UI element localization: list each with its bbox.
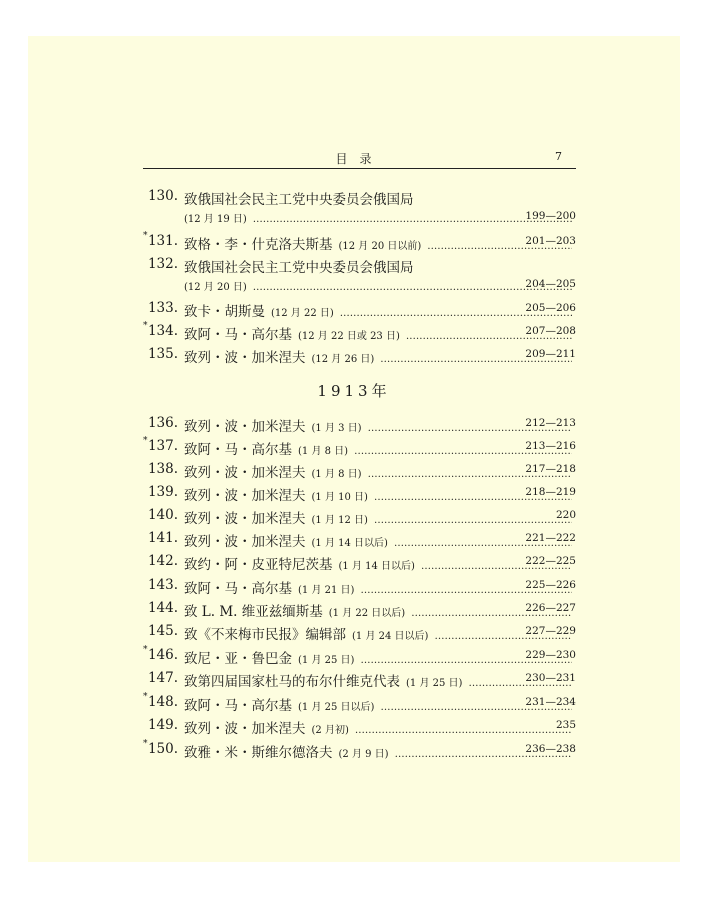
entry-date: (2 月初)	[311, 725, 349, 736]
toc-entry[interactable]	[0, 575, 708, 595]
entry-title: 致阿・马・高尔基	[184, 327, 292, 343]
entry-date: (1 月 25 日)	[406, 678, 463, 689]
entry-title: 致列・波・加米涅夫	[184, 419, 306, 435]
entry-title: 致列・波・加米涅夫	[184, 465, 306, 481]
entry-title: 致尼・亚・鲁巴金	[184, 651, 292, 667]
entry-pages: 226—227	[525, 602, 576, 614]
entry-star: *	[143, 692, 148, 702]
entry-pages: 218—219	[525, 486, 576, 498]
entry-date: (1 月 25 日以后)	[298, 702, 375, 713]
entry-title: 致 L. M. 维亚兹缅斯基	[184, 604, 323, 620]
entry-pages: 199—200	[525, 210, 576, 222]
entry-pages: 201—203	[525, 235, 576, 247]
entry-title: 致第四届国家杜马的布尔什维克代表	[184, 674, 400, 690]
toc-entry[interactable]	[0, 551, 708, 571]
entry-star: *	[143, 436, 148, 446]
entry-date: (1 月 14 日以后)	[311, 538, 388, 549]
entry-number: 146.	[147, 647, 178, 663]
entry-title: 致列・波・加米涅夫	[184, 488, 306, 504]
toc-entry[interactable]	[0, 254, 708, 274]
toc-entry[interactable]	[0, 459, 708, 479]
toc-entry[interactable]	[0, 436, 708, 456]
entry-title: 致俄国社会民主工党中央委员会俄国局	[184, 192, 414, 208]
entry-pages: 225—226	[525, 579, 576, 591]
entry-title: 致阿・马・高尔基	[184, 581, 292, 597]
toc-entry[interactable]	[0, 344, 708, 364]
entry-date: (1 月 21 日)	[298, 585, 355, 596]
entry-title: 致格・李・什克洛夫斯基	[184, 237, 333, 253]
toc-entry[interactable]	[0, 528, 708, 548]
entry-title: 致列・波・加米涅夫	[184, 534, 306, 550]
entry-number: 139.	[147, 484, 178, 500]
toc-entry[interactable]	[0, 413, 708, 433]
entry-date: (12 月 20 日)	[184, 282, 247, 293]
toc-entry[interactable]	[0, 298, 708, 318]
entry-date: (1 月 14 日以后)	[338, 561, 415, 572]
toc-entry[interactable]	[0, 692, 708, 712]
toc-entry[interactable]	[0, 668, 708, 688]
entry-star: *	[143, 321, 148, 331]
header-title: 目录	[335, 152, 384, 166]
entry-number: 137.	[147, 438, 178, 454]
entry-date: (12 月 20 日以前)	[338, 241, 422, 252]
entry-pages: 222—225	[525, 555, 576, 567]
entry-title: 致列・波・加米涅夫	[184, 511, 306, 527]
leader-dots	[253, 214, 572, 225]
toc-entry-continuation[interactable]	[0, 206, 708, 226]
entry-title: 致列・波・加米涅夫	[184, 721, 306, 737]
entry-title: 致阿・马・高尔基	[184, 698, 292, 714]
entry-pages: 212—213	[525, 417, 576, 429]
entry-pages: 231—234	[525, 696, 576, 708]
entry-title: 致列・波・加米涅夫	[184, 350, 306, 366]
entry-date: (1 月 8 日)	[298, 446, 349, 457]
entry-date: (12 月 22 日)	[271, 308, 334, 319]
entry-pages: 213—216	[525, 440, 576, 452]
entry-number: 148.	[147, 694, 178, 710]
entry-date: (12 月 22 日或 23 日)	[298, 331, 400, 342]
toc-entry[interactable]	[0, 505, 708, 525]
entry-pages: 204—205	[525, 278, 576, 290]
entry-pages: 221—222	[525, 532, 576, 544]
entry-title: 致约・阿・皮亚特尼茨基	[184, 557, 333, 573]
toc-entry[interactable]	[0, 482, 708, 502]
page-number: 7	[555, 150, 562, 163]
page-header	[143, 150, 576, 169]
entry-number: 130.	[147, 188, 178, 204]
entry-number: 135.	[147, 346, 178, 362]
entry-number: 141.	[147, 530, 178, 546]
toc-entry[interactable]	[0, 321, 708, 341]
entry-number: 149.	[147, 717, 178, 733]
entry-number: 138.	[147, 461, 178, 477]
toc-entry-continuation[interactable]	[0, 274, 708, 294]
entry-title: 致阿・马・高尔基	[184, 442, 292, 458]
entry-pages: 217—218	[525, 463, 576, 475]
entry-date: (1 月 12 日)	[311, 515, 368, 526]
toc-entry[interactable]	[0, 645, 708, 665]
year-heading: 1913年	[317, 382, 391, 400]
entry-pages: 220	[555, 509, 576, 521]
toc-entry[interactable]	[0, 598, 708, 618]
entry-date: (1 月 8 日)	[311, 469, 362, 480]
entry-number: 131.	[147, 233, 178, 249]
entry-pages: 235	[555, 719, 576, 731]
entry-number: 150.	[147, 741, 178, 757]
entry-pages: 227—229	[525, 625, 576, 637]
entry-star: *	[143, 231, 148, 241]
entry-number: 143.	[147, 577, 178, 593]
entry-date: (1 月 10 日)	[311, 492, 368, 503]
entry-date: (1 月 25 日)	[298, 655, 355, 666]
entry-date: (2 月 9 日)	[338, 749, 389, 760]
entry-pages: 236—238	[525, 743, 576, 755]
entry-date: (1 月 3 日)	[311, 423, 362, 434]
entry-number: 133.	[147, 300, 178, 316]
entry-pages: 207—208	[525, 325, 576, 337]
entry-date: (1 月 24 日以后)	[352, 631, 429, 642]
entry-star: *	[143, 645, 148, 655]
entry-title: 致俄国社会民主工党中央委员会俄国局	[184, 260, 414, 276]
entry-date: (12 月 19 日)	[184, 214, 247, 225]
entry-star: *	[143, 739, 148, 749]
toc-entry[interactable]	[0, 739, 708, 759]
leader-dots	[253, 282, 572, 293]
entry-pages: 209—211	[525, 348, 576, 360]
entry-number: 134.	[147, 323, 178, 339]
entry-number: 145.	[147, 623, 178, 639]
entry-pages: 229—230	[525, 649, 576, 661]
toc-entry[interactable]	[0, 715, 708, 735]
leader-dots	[355, 725, 572, 736]
entry-number: 136.	[147, 415, 178, 431]
entry-title: 致卡・胡斯曼	[184, 304, 265, 320]
entry-number: 140.	[147, 507, 178, 523]
entry-pages: 205—206	[525, 302, 576, 314]
entry-title: 致《不来梅市民报》编辑部	[184, 627, 346, 643]
toc-entry[interactable]	[0, 231, 708, 251]
toc-entry[interactable]	[0, 621, 708, 641]
entry-pages: 230—231	[525, 672, 576, 684]
entry-date: (12 月 26 日)	[311, 354, 375, 365]
entry-date: (1 月 22 日以后)	[328, 608, 406, 619]
entry-number: 144.	[147, 600, 178, 616]
entry-title: 致雅・米・斯维尔德洛夫	[184, 745, 333, 761]
entry-number: 142.	[147, 553, 178, 569]
entry-number: 147.	[147, 670, 178, 686]
toc-entry[interactable]	[0, 186, 708, 206]
entry-number: 132.	[147, 256, 178, 272]
leader-dots	[374, 515, 572, 526]
